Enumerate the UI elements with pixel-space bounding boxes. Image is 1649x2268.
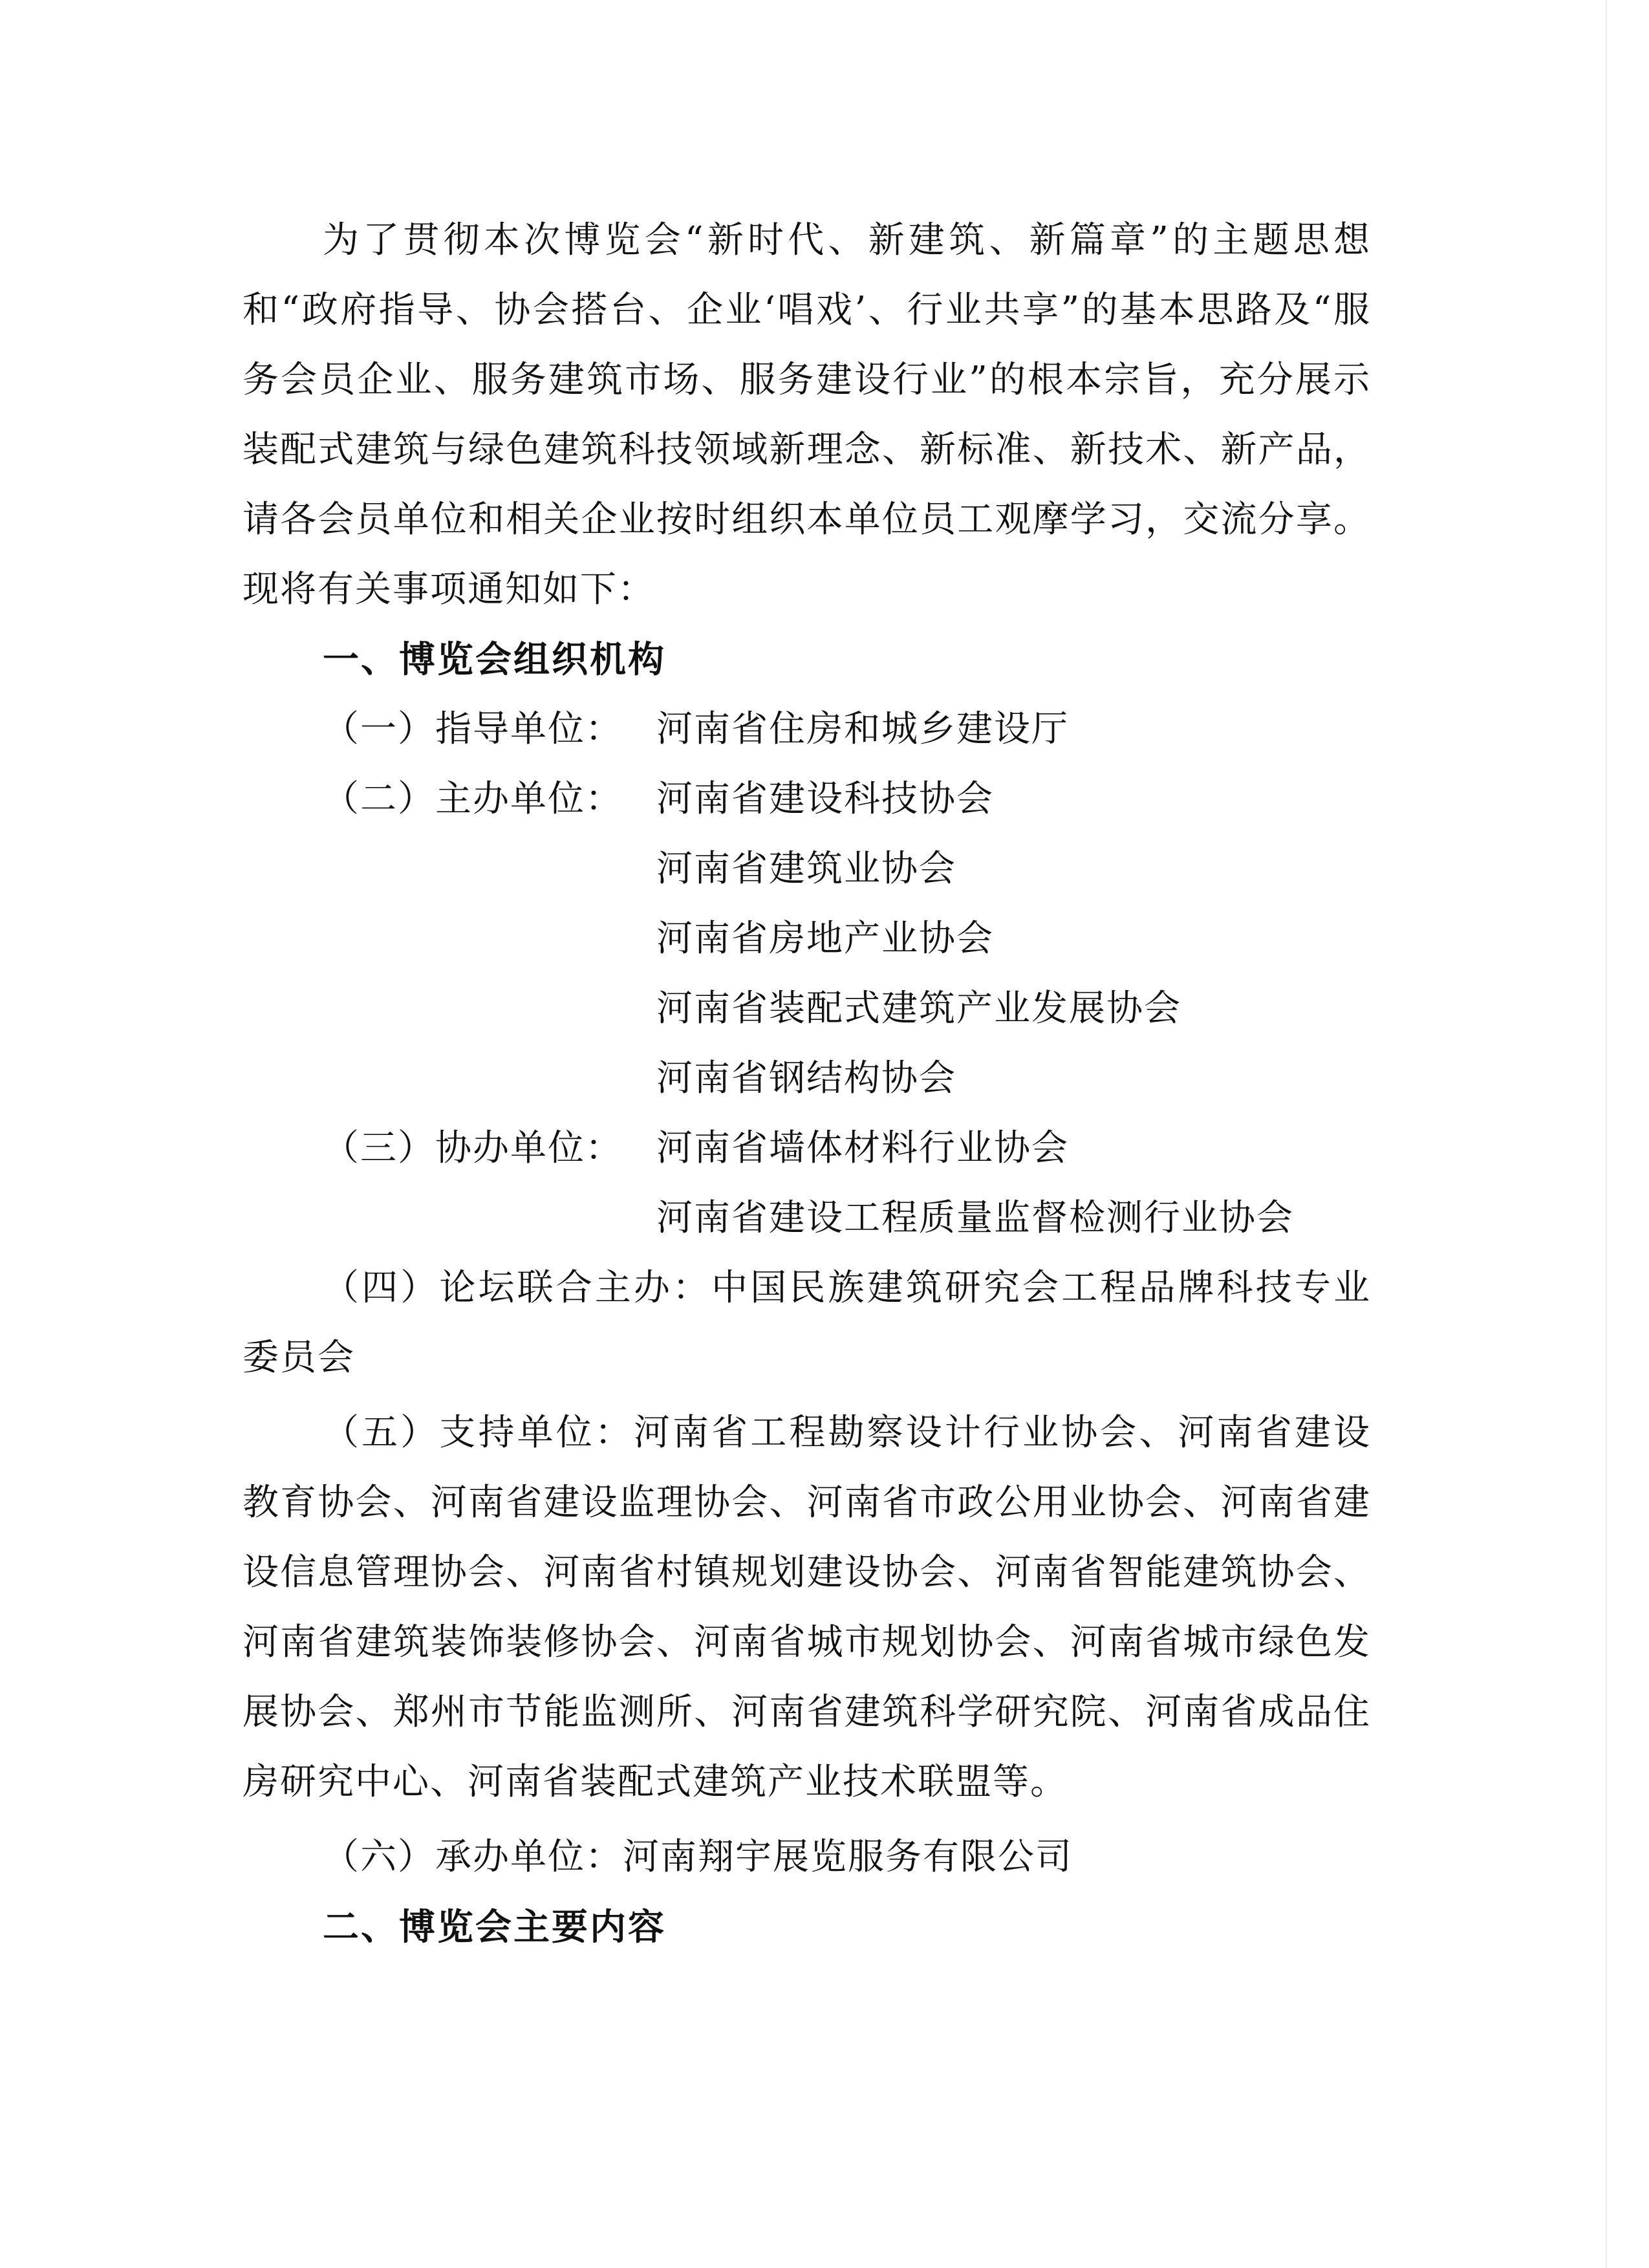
org-guide-values — [656, 695, 1371, 764]
document-body — [242, 206, 1371, 1962]
org-host-row — [242, 764, 1371, 1114]
org-support-paragraph: （五）支持单位：河南省工程勘察设计行业协会、河南省建设教育协会、河南省建设监理协会、河南省市政公用业协会、河南省建设信息管理协会、河南省村镇规划建设协会、河南省智能建筑协会、河南省建筑装饰装修协会、河南省城市规划协会、河南省城市绿色发展协会、郑州市节能监测所、河南省建筑科学研究院、河南省成品住房研究中心、河南省装配式建筑产业技术联盟等。 — [242, 1412, 1371, 1803]
org-cohost-value: 河南省建设工程质量监督检测行业协会 — [656, 1197, 1294, 1239]
org-host-value: 河南省装配式建筑产业发展协会 — [656, 988, 1181, 1030]
section-2-heading: 二、博览会主要内容 — [323, 1906, 666, 1949]
org-guide-value: 河南省住房和城乡建设厅 — [656, 708, 1069, 750]
org-host-value: 河南省房地产业协会 — [656, 918, 994, 960]
intro-paragraph: 为了贯彻本次博览会“新时代、新建筑、新篇章”的主题思想和“政府指导、协会搭台、企业‘唱戏’、行业共享”的基本思路及“服务会员企业、服务建筑市场、服务建设行业”的根本宗旨，充分展示装配式建筑与绿色建筑科技领域新理念、新标准、新技术、新产品，请各会员单位和相关企业按时组织本单位员工观摩学习，交流分享。现将有关事项通知如下： — [242, 219, 1371, 610]
org-cohost-values — [656, 1114, 1371, 1253]
section-1-heading: 一、博览会组织机构 — [323, 638, 666, 681]
spacer — [242, 1393, 1371, 1398]
org-host-values — [656, 764, 1371, 1114]
spacer — [242, 1817, 1371, 1822]
org-cohost-label: （三）协办单位： — [323, 1127, 623, 1169]
org-forum-paragraph: （四）论坛联合主办：中国民族建筑研究会工程品牌科技专业委员会 — [242, 1267, 1371, 1379]
org-guide-label: （一）指导单位： — [323, 708, 623, 750]
org-host-label: （二）主办单位： — [323, 778, 623, 820]
org-host-value: 河南省建筑业协会 — [656, 848, 956, 890]
org-cohost-row — [242, 1114, 1371, 1253]
scan-edge-line — [1606, 0, 1607, 2268]
org-organizer-paragraph: （六）承办单位：河南翔宇展览服务有限公司 — [323, 1836, 1073, 1878]
org-guide-row — [242, 695, 1371, 764]
org-host-value: 河南省建设科技协会 — [656, 778, 994, 820]
org-host-value: 河南省钢结构协会 — [656, 1057, 956, 1099]
org-cohost-value: 河南省墙体材料行业协会 — [656, 1127, 1069, 1169]
